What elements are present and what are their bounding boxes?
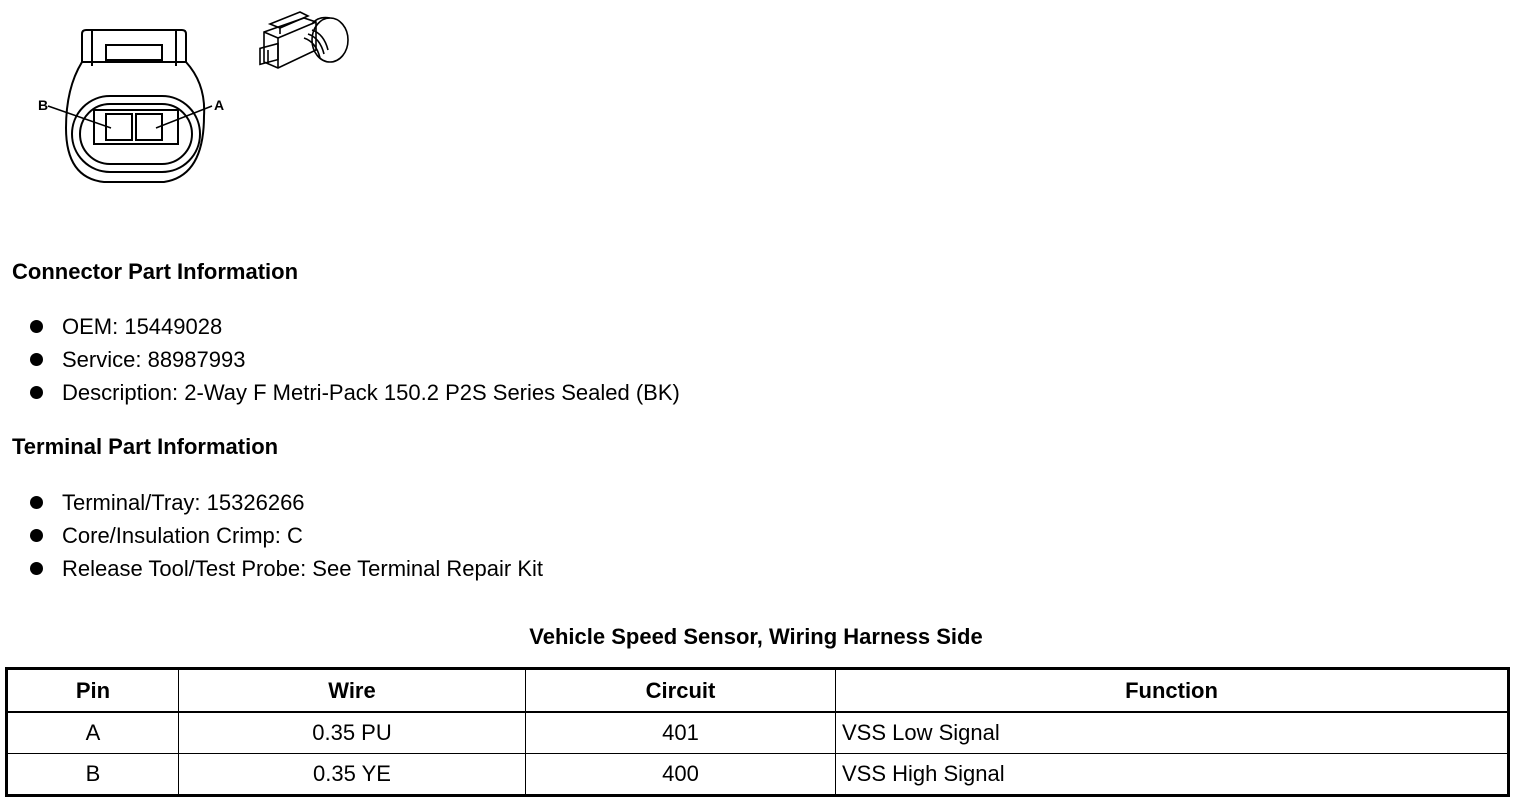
list-item: [28, 486, 543, 519]
cell-pin: A: [7, 712, 179, 754]
terminal-part-info-list: [28, 486, 543, 585]
pin-table-title: Vehicle Speed Sensor, Wiring Harness Side: [529, 624, 983, 649]
service-part-number: Service: 88987993: [62, 347, 246, 372]
table-row: [7, 754, 1509, 796]
connector-description: Description: 2-Way F Metri-Pack 150.2 P2S Series Sealed (BK): [62, 380, 680, 405]
cell-function: VSS High Signal: [836, 754, 1509, 796]
pin-label-b: B: [38, 97, 49, 113]
core-insulation-crimp: Core/Insulation Crimp: C: [62, 523, 303, 548]
list-item: [28, 519, 543, 552]
cell-wire: 0.35 YE: [179, 754, 526, 796]
oem-part-number: OEM: 15449028: [62, 314, 223, 339]
list-item: [28, 343, 680, 376]
bullet-icon: [30, 353, 43, 366]
column-header-pin: Pin: [7, 669, 179, 713]
connector-face-drawing: [36, 28, 236, 188]
terminal-tray-number: Terminal/Tray: 15326266: [62, 490, 305, 515]
bullet-icon: [30, 562, 43, 575]
pin-table: [5, 667, 1510, 797]
cell-pin: B: [7, 754, 179, 796]
column-header-wire: Wire: [179, 669, 526, 713]
column-header-circuit: Circuit: [526, 669, 836, 713]
pin-label-a: A: [214, 97, 225, 113]
connector-isometric-drawing: [254, 10, 354, 76]
release-tool-test-probe: Release Tool/Test Probe: See Terminal Repair Kit: [62, 556, 543, 581]
bullet-icon: [30, 386, 43, 399]
terminal-part-info-heading: Terminal Part Information: [12, 434, 279, 459]
connector-lock-window: [106, 45, 162, 60]
list-item: [28, 552, 543, 585]
list-item: [28, 310, 680, 343]
cell-circuit: 401: [526, 712, 836, 754]
list-item: [28, 376, 680, 409]
column-header-function: Function: [836, 669, 1509, 713]
bullet-icon: [30, 529, 43, 542]
bullet-icon: [30, 496, 43, 509]
table-row: [7, 712, 1509, 754]
cell-circuit: 400: [526, 754, 836, 796]
connector-part-info-list: [28, 310, 680, 409]
bullet-icon: [30, 320, 43, 333]
cell-function: VSS Low Signal: [836, 712, 1509, 754]
cell-wire: 0.35 PU: [179, 712, 526, 754]
connector-part-info-heading: Connector Part Information: [12, 259, 299, 284]
table-header-row: [7, 669, 1509, 713]
